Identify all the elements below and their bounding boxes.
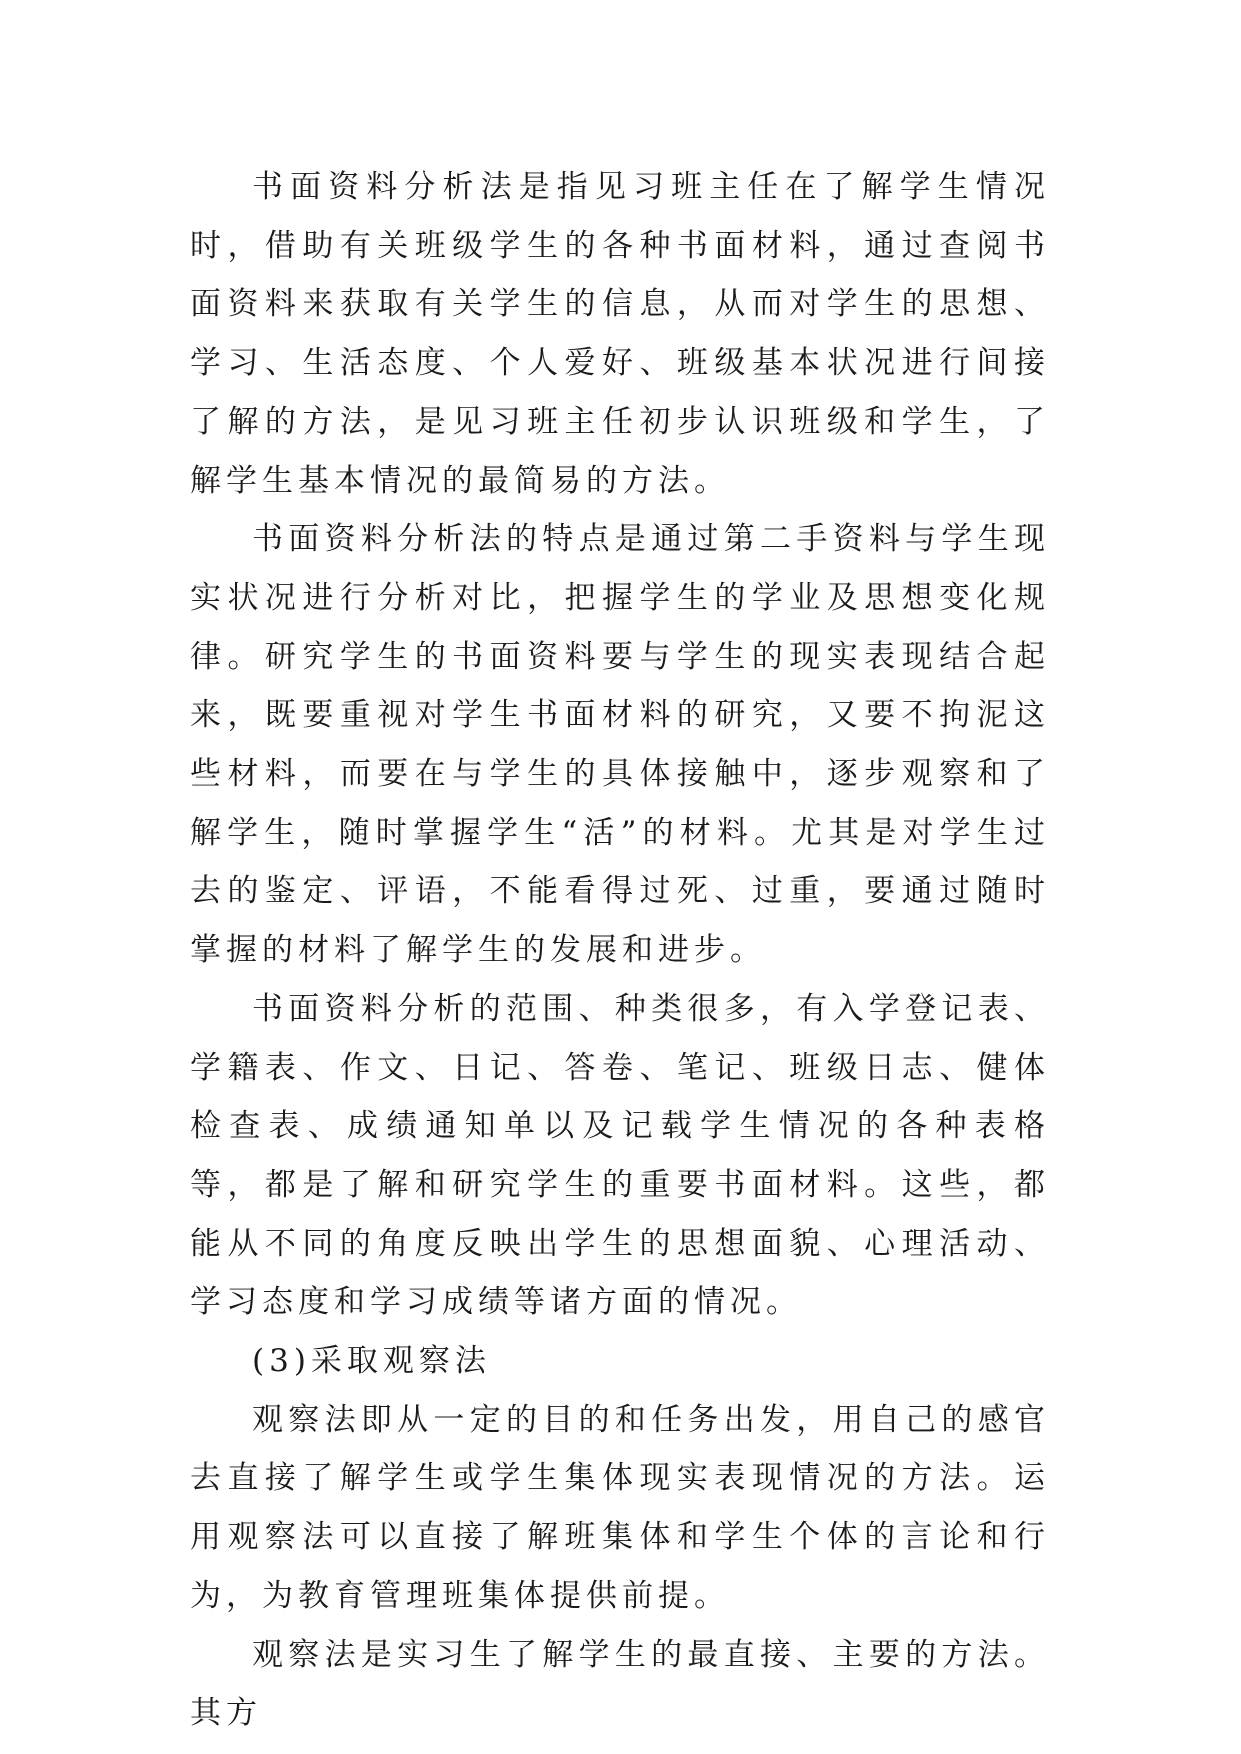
paragraph-observation-importance: 观察法是实习生了解学生的最直接、主要的方法。其方 [190,1636,1050,1732]
paragraph-written-materials-features: 书面资料分析法的特点是通过第二手资料与学生现实状况进行分析对比，把握学生的学业及思想变化规律。研究学生的书面资料要与学生的现实表现结合起来，既要重视对学生书面材料的研究，又要不拘泥这些材料，而要在与学生的具体接触中，逐步观察和了解学生，随时掌握学生“活”的材料。尤其是对学生过去的鉴定、评语，不能看得过死、过重，要通过随时掌握的材料了解学生的发展和进步。 [190,521,1050,969]
paragraph-written-materials-definition: 书面资料分析法是指见习班主任在了解学生情况时，借助有关班级学生的各种书面材料，通过查阅书面资料来获取有关学生的信息，从而对学生的思想、学习、生活态度、个人爱好、班级基本状况进行间接了解的方法，是见习班主任初步认识班级和学生，了解学生基本情况的最简易的方法。 [190,169,1050,499]
paragraph-written-materials-scope: 书面资料分析的范围、种类很多，有入学登记表、学籍表、作文、日记、答卷、笔记、班级日志、健体检查表、成绩通知单以及记载学生情况的各种表格等，都是了解和研究学生的重要书面材料。这些，都能从不同的角度反映出学生的思想面貌、心理活动、学习态度和学习成绩等诸方面的情况。 [190,990,1050,1321]
paragraph-observation-definition: 观察法即从一定的目的和任务出发，用自己的感官去直接了解学生或学生集体现实表现情况的方法。运用观察法可以直接了解班集体和学生个体的言论和行为，为教育管理班集体提供前提。 [190,1401,1050,1614]
document-body [190,158,1050,1743]
section-heading-observation: (3)采取观察法 [252,1343,491,1380]
